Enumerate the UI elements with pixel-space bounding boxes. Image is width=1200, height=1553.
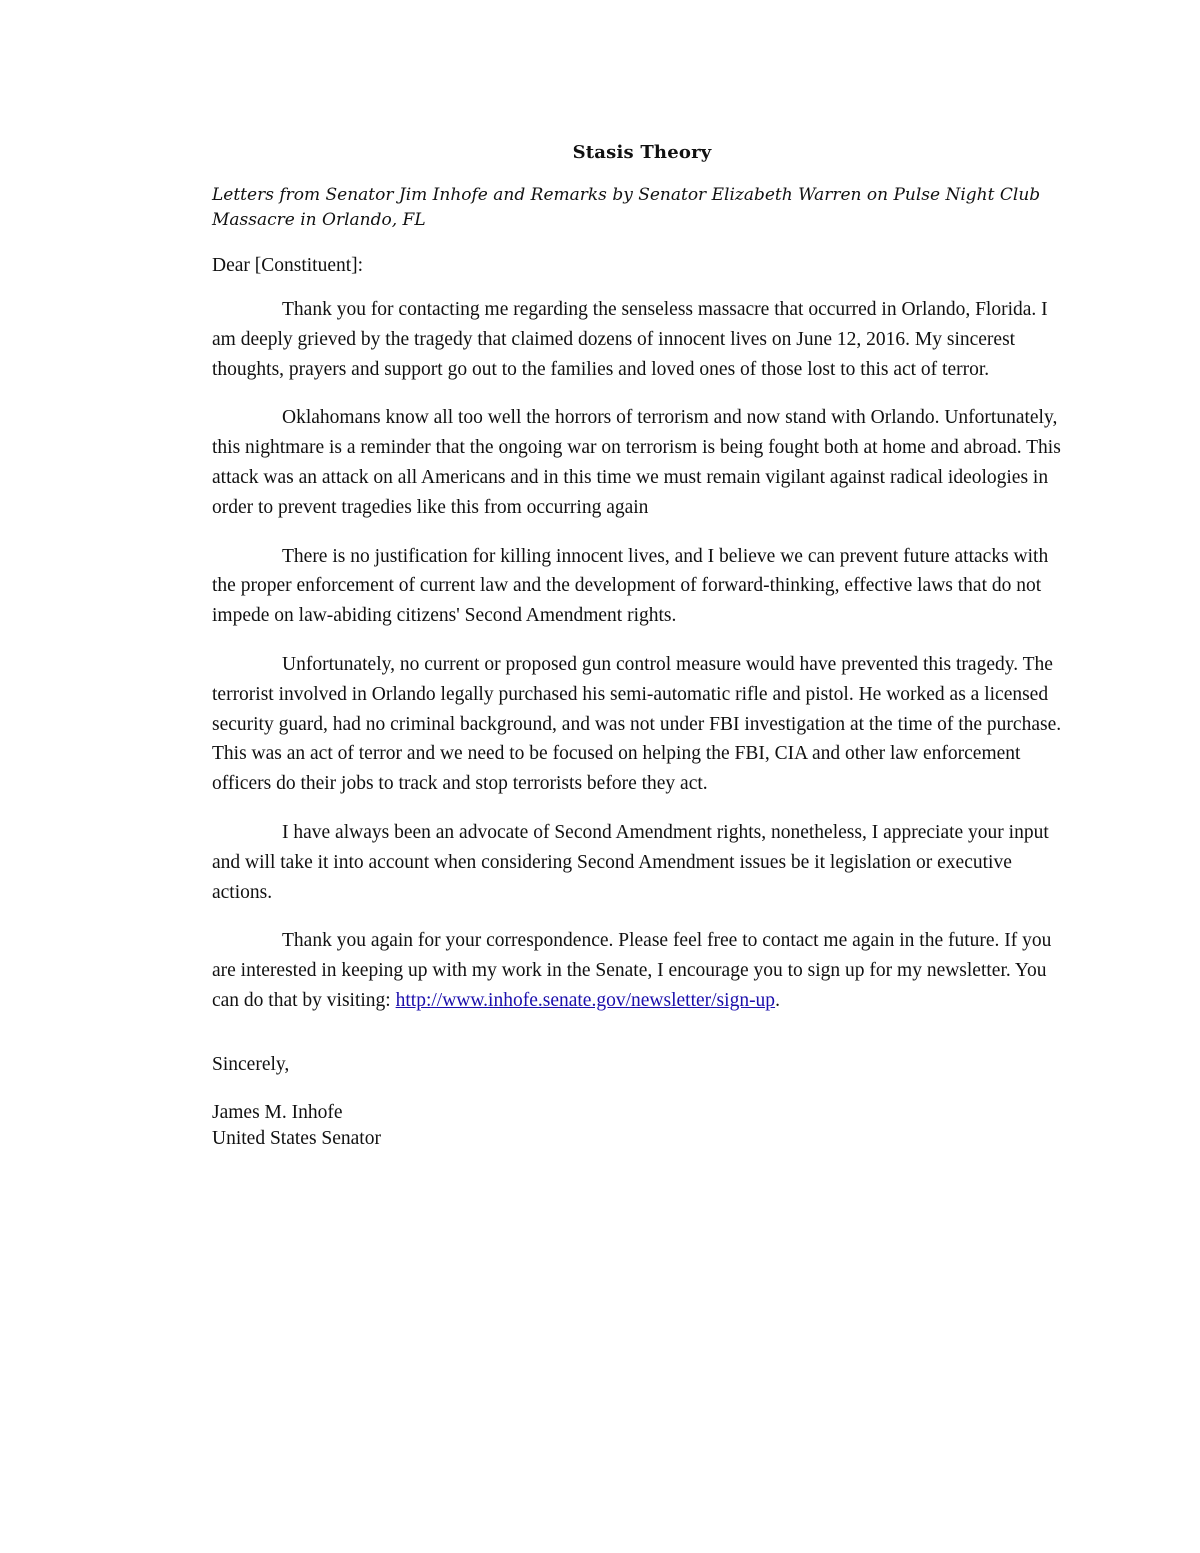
closing: Sincerely, — [212, 1053, 290, 1075]
signature-name: James M. Inhofe — [212, 1101, 343, 1123]
body-paragraph-4: Unfortunately, no current or proposed gun control measure would have prevented this tragedy. The terrorist involved in Orlando legally purchased his semi-automatic rifle and pistol. He worked as a licensed security guard, had no criminal background, and was not under FBI investigation at the time of the purchase. This was an act of terror and we need to be focused on helping the FBI, CIA and other law enforcement officers do their jobs to track and stop terrorists before they act. — [212, 653, 1062, 795]
signature-title: United States Senator — [212, 1127, 381, 1149]
newsletter-link[interactable]: http://www.inhofe.senate.gov/newsletter/sign-up — [395, 989, 776, 1011]
body-paragraph-2: Oklahomans know all too well the horrors of terrorism and now stand with Orlando. Unfortunately, this nightmare is a reminder that the ongoing war on terrorism is being fought both at home and abroad. This attack was an attack on all Americans and in this time we must remain vigilant against radical ideologies in order to prevent tragedies like this from occurring again — [212, 407, 1061, 518]
body-paragraph-1: Thank you for contacting me regarding the senseless massacre that occurred in Orlando, Florida. I am deeply grieved by the tragedy that claimed dozens of innocent lives on June 12, 2016. My sincerest thoughts, prayers and support go out to the families and loved ones of those lost to this act of terror. — [212, 299, 1048, 380]
document-title: Stasis Theory — [572, 142, 712, 163]
body-paragraph-5: I have always been an advocate of Second Amendment rights, nonetheless, I appreciate your input and will take it into account when considering Second Amendment issues be it legislation or executive actions. — [212, 821, 1049, 903]
body-paragraph-3: There is no justification for killing innocent lives, and I believe we can prevent future attacks with the proper enforcement of current law and the development of forward-thinking, effective laws that do not impede on law-abiding citizens' Second Amendment rights. — [212, 545, 1049, 627]
letter-page — [212, 142, 1072, 1152]
salutation: Dear [Constituent]: — [212, 255, 364, 276]
paragraph-6-text: Thank you again for your correspondence. Please feel free to contact me again in the future. If you are interested in keeping up with my work in the Senate, I encourage you to sign up for my newsletter. You can do that by visiting: — [212, 930, 1052, 1011]
paragraph-6-suffix: . — [775, 989, 780, 1011]
document-subtitle: Letters from Senator Jim Inhofe and Remarks by Senator Elizabeth Warren on Pulse Night Club Massacre in Orlando, FL — [212, 185, 1041, 230]
body-paragraph-6 — [212, 926, 1072, 1015]
